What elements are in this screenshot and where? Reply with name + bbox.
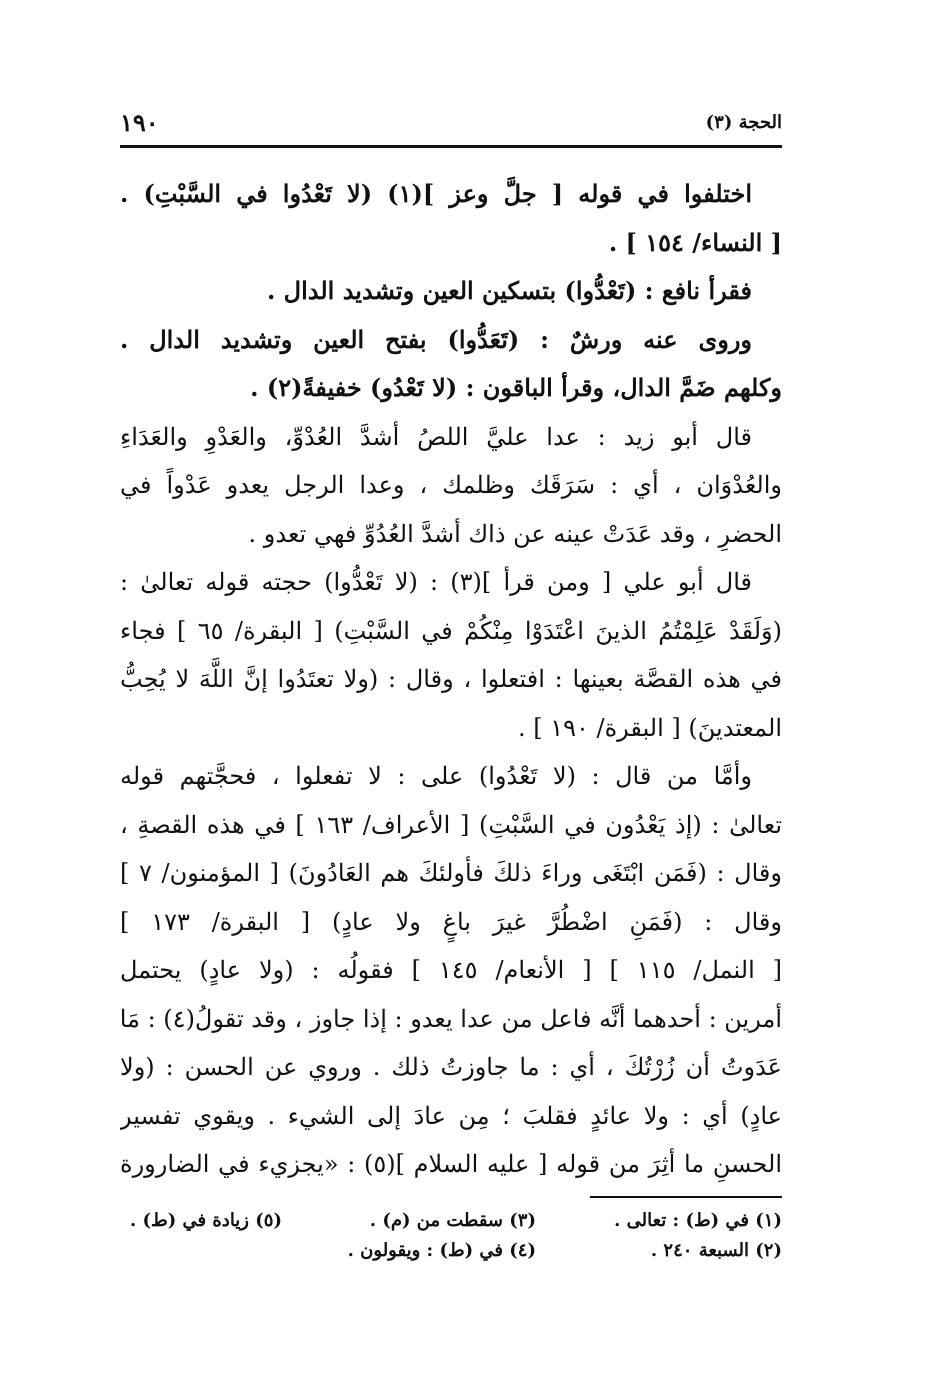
text-line: قال أبو زيد : عدا عليَّ اللصُ أشدَّ العُدْوِّ، والعَدْوِ والعَدَاءِ — [120, 422, 752, 451]
footnotes — [120, 1206, 782, 1276]
text-line: أمرين : أحدهما أنَّه فاعل من عدا يعدو : إذا جاوز ، وقد تقولُ(٤) : مَا — [120, 1004, 782, 1033]
text-line: [ النمل/ ١١٥ ] [ الأنعام/ ١٤٥ ] فقولُه : (ولا عادٍ) يحتمل — [120, 956, 782, 984]
text-line: وأمَّا من قال : (لا تَعْدُوا) على : لا تفعلوا ، فحجَّتهم قوله — [120, 762, 752, 790]
footnote-rule — [590, 1196, 782, 1198]
text-line: عَدَوتُ أن زُرْتُكَ ، أي : ما جاوزتُ ذلك . وروي عن الحسن : (ولا — [120, 1053, 782, 1081]
running-title: الحجة (٣) — [705, 112, 782, 133]
text-line: وكلهم ضَمَّ الدال، وقرأ الباقون : (لا تَعْدُو) خفيفةً(٢) . — [250, 373, 782, 402]
footnote-5: (٥) زيادة في (ط) . — [130, 1210, 282, 1231]
text-line: عادٍ) أي : ولا عائدٍ فقلبَ ؛ مِن عادَ إلى الشيء . ويقوي تفسير — [120, 1101, 782, 1130]
text-line: وقال : (فَمَنِ اضْطُرَّ غيرَ باغٍ ولا عادٍ) [ البقرة/ ١٧٣ ] — [120, 907, 782, 936]
footnote-4: (٤) في (ط) : ويقولون . — [347, 1240, 536, 1261]
text-line: وقال : (فَمَن ابْتَغَى وراءَ ذلكَ فأولئكَ هم العَادُونَ) [ المؤمنون/ ٧ ] — [120, 859, 782, 887]
text-line: المعتدينَ) [ البقرة/ ١٩٠ ] . — [517, 713, 782, 742]
page-number: ١٩٠ — [120, 108, 159, 137]
text-line: الحضرِ ، وقد عَدَتْ عينه عن ذاك أشدَّ العُدُوِّ فهي تعدو . — [248, 519, 782, 548]
body-text — [120, 170, 782, 1189]
footnote-3: (٣) سقطت من (م) . — [369, 1210, 536, 1231]
header-rule — [120, 145, 782, 148]
text-line: فقرأ نافع : (تَعْدُّوا) بتسكين العين وتشديد الدال . — [266, 276, 752, 305]
text-line: وروى عنه ورشٌ : (تَعَدُّوا) بفتح العين وتشديد الدال . — [120, 324, 752, 354]
text-line: تعالىٰ : (إذ يَعْدُون في السَّبْتِ) [ الأعراف/ ١٦٣ ] في هذه القصةِ ، — [120, 810, 782, 839]
text-line: قال أبو علي [ ومن قرأ ](٣) : (لا تَعْدُّوا) حجته قوله تعالىٰ : — [120, 568, 753, 596]
page-header — [120, 108, 782, 144]
footnote-2: (٢) السبعة ٢٤٠ . — [650, 1240, 782, 1261]
text-line: الحسنِ ما أثِرَ من قوله [ عليه السلام ](٥) : «يجزيء في الضارورة — [120, 1150, 782, 1178]
text-line: (وَلَقَدْ عَلِمْتُمُ الذينَ اعْتَدَوْا مِنْكُمْ في السَّبْتِ) [ البقرة/ ٦٥ ] فجاء — [120, 616, 782, 645]
text-line: في هذه القصَّة بعينها : افتعلوا ، وقال : (ولا تعتَدُوا إنَّ اللَّهَ لا يُحِبُّ — [120, 665, 782, 693]
footnote-1: (١) في (ط) : تعالى . — [614, 1210, 782, 1231]
text-line: اختلفوا في قوله [ جلَّ وعز ](١) (لا تَعْدُوا في السَّبْتِ) . — [120, 179, 752, 208]
text-line: والعُدْوَان ، أي : سَرَقَك وظلمك ، وعدا الرجل يعدو عَدْواً في — [120, 471, 782, 499]
text-line: [ النساء/ ١٥٤ ] . — [608, 227, 782, 257]
